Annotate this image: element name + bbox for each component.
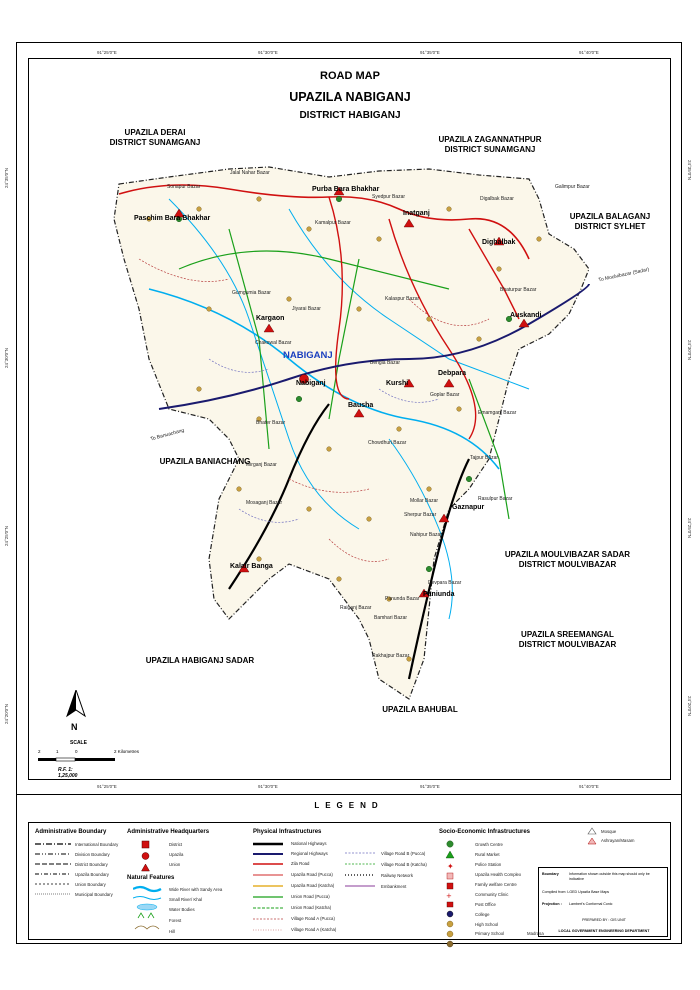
union-label: Purba Bara Bhakhar (312, 186, 380, 193)
legend-item: Union (169, 862, 181, 867)
coord-bottom-1: 91°25'0"E (97, 784, 117, 789)
legend-item: Primary School (475, 931, 505, 936)
scale-title: SCALE (70, 740, 87, 746)
coord-left-3: 24°25'0"N (4, 525, 9, 546)
union-label: Kargaon (256, 315, 285, 322)
bazar-label: Mirganj Bazar (246, 462, 277, 468)
legend-item: International Boundary (75, 842, 119, 847)
legend-admin-boundary-title: Administrative Boundary (35, 829, 107, 835)
legend-natural-title: Natural Features (127, 875, 175, 881)
info-boundary-text: Information shown outside this map should only be indicative (569, 872, 650, 881)
legend-item: Division Boundary (75, 852, 110, 857)
union-label: Paniunda (423, 591, 455, 598)
map-title: ROAD MAP (320, 70, 380, 82)
neighbor-bahubal: UPAZILA BAHUBAL (382, 705, 458, 714)
map-canvas (29, 59, 671, 780)
legend-item: Embankment (381, 884, 407, 889)
scale-graphic (38, 756, 118, 764)
info-projection-text: Lambert's Conformal Conic (569, 902, 613, 906)
info-projection-label: Projection : (542, 902, 562, 906)
legend-item: Regional Highways (291, 851, 328, 856)
coord-bottom-3: 91°35'0"E (420, 784, 440, 789)
neighbor-sreemangal: UPAZILA SREEMANGAL DISTRICT MOULVIBAZAR (518, 630, 617, 649)
coord-top-1: 91°25'0"E (97, 50, 117, 55)
representative-fraction: R.F. 1: 1,25,000 (58, 767, 78, 779)
info-compiled: Compiled from: LGED Upazila Base Maps (542, 890, 610, 894)
bazar-label: Raiganj Bazar (340, 605, 372, 611)
bazar-label: Bhater Bazar (256, 420, 286, 426)
coord-left-2: 24°30'0"N (4, 347, 9, 368)
legend-item: Union Boundary (75, 882, 106, 887)
info-box (538, 867, 668, 937)
bazar-label: Chakowal Bazar (255, 340, 292, 346)
bazar-label: Sonapur Bazar (167, 184, 201, 190)
union-label: Kalair Banga (230, 563, 273, 570)
legend-item: Upazila Road (Pucca) (291, 872, 333, 877)
union-label: Debpara (438, 370, 467, 377)
legend-item: District (169, 842, 183, 847)
union-label: Nabiganj (296, 380, 326, 387)
legend-item: District Boundary (75, 862, 108, 867)
coord-right-3: 24°25'0"N (687, 518, 692, 539)
north-label: N (71, 722, 78, 732)
bazar-label: Emamganj Bazar (478, 410, 517, 416)
bazar-label: Nahipur Bazar (410, 532, 442, 538)
legend-item: Water Bodies (169, 907, 195, 912)
bazar-label: Rasulpur Bazar (478, 496, 513, 502)
bazar-label: Digalbak Bazar (480, 196, 514, 202)
bazar-label: Rakhajpur Bazar (372, 653, 410, 659)
direction-label: To Banuachang (149, 427, 185, 443)
legend-item: Small River/ Khal (169, 897, 202, 902)
legend-item: Post Office (475, 902, 496, 907)
bazar-label: Goplar Bazar (430, 392, 460, 398)
coord-right-4: 24°20'0"N (687, 696, 692, 717)
bazar-label: Bhaturpur Bazar (500, 287, 537, 293)
bazar-label: Galimpur Bazar (555, 184, 590, 190)
legend-item: Family welfare Centre (475, 882, 517, 887)
bazar-label: Gumgumia Bazar (232, 290, 271, 296)
legend-item: Growth Centre (475, 842, 503, 847)
bazar-label: Sherpur Bazar (404, 512, 437, 518)
legend-item: Hill (169, 929, 175, 934)
bazar-label: Kalaspur Bazar (385, 296, 420, 302)
legend-item: National Highways (291, 841, 327, 846)
upazila-center-label: NABIGANJ (283, 350, 333, 361)
legend-item: Village Road A (Pucca) (291, 916, 335, 921)
bazar-label: Mosaganj Bazar (246, 500, 283, 506)
legend-item: Upazila Health Complex (475, 872, 522, 877)
neighbor-balaganj: UPAZILA BALAGANJ DISTRICT SYLHET (569, 212, 651, 231)
bazar-label: Jalal Nahar Bazar (230, 170, 270, 176)
legend-item: Upazila Road (Katcha) (291, 883, 335, 888)
legend-boundary-symbols (35, 841, 75, 911)
legend-religious-symbols (587, 827, 597, 847)
info-prepared-by: PREPARED BY : GIS UNIT (582, 918, 626, 922)
bazar-label: Tajpur Bazar (470, 455, 499, 461)
bazar-label: Jiyarai Bazar (292, 306, 321, 312)
legend-natural-symbols (133, 885, 163, 935)
legend-item: Upazila (169, 852, 184, 857)
coord-right-2: 24°30'0"N (687, 340, 692, 361)
legend-road-symbols (253, 839, 285, 939)
legend-item: Community Clinic (475, 892, 509, 897)
bazar-label: Syedpur Bazar (372, 194, 406, 200)
legend-item: Railway Network (381, 873, 413, 878)
coord-top-3: 91°35'0"E (420, 50, 440, 55)
legend-admin-hq-title: Administrative Headquarters (127, 829, 210, 835)
map-upazila: UPAZILA NABIGANJ (289, 90, 411, 104)
legend-item: Forest (169, 918, 182, 923)
legend-item: Police Station (475, 862, 502, 867)
bazar-label: Bamhari Bazar (374, 615, 408, 621)
neighbor-zagannathpur: UPAZILA ZAGANNATHPUR DISTRICT SUNAMGANJ (438, 135, 542, 154)
legend-item: Union Road (Katcha) (291, 905, 332, 910)
legend-hq-symbols (141, 840, 151, 880)
bazar-label: Bengla Bazar (370, 360, 401, 366)
north-arrow (63, 690, 89, 731)
union-label: Gaznapur (452, 504, 485, 511)
union-label: Auskandi (510, 312, 542, 319)
svg-text:+: + (446, 892, 452, 900)
bazar-label: Panunda Bazar (385, 596, 420, 602)
neighbor-baniachang: UPAZILA BANIACHANG (159, 457, 251, 466)
info-boundary-label: Boundary (542, 872, 559, 876)
bazar-label: Kamalpur Bazar (315, 220, 351, 226)
legend-item: Rural Market (475, 852, 500, 857)
legend-physical-title: Physical Infrastructures (253, 829, 322, 835)
coord-left-1: 24°35'0"N (4, 167, 9, 188)
direction-label: To Moulvibazar (Sadar) (597, 266, 650, 284)
legend-item: College (475, 912, 490, 917)
legend-item: Village Road A (Katcha) (291, 927, 337, 932)
legend-title-rule (16, 794, 682, 806)
legend-item: Madrasa (527, 931, 544, 936)
legend-socio-symbols (445, 840, 455, 950)
north-arrow-icon (63, 690, 89, 726)
legend-socio-title: Socio-Economic Infrastructures (439, 829, 531, 835)
svg-text:✦: ✦ (447, 862, 454, 871)
legend-item: Upazila Boundary (75, 872, 109, 877)
coord-top-4: 91°40'0"E (579, 50, 599, 55)
coord-bottom-2: 91°30'0"E (258, 784, 278, 789)
legend-item: Village Road B (Katcha) (381, 862, 427, 867)
legend-item: Wide River with Sandy Area (169, 887, 223, 892)
neighbor-moulvibazar: UPAZILA MOULVIBAZAR SADAR DISTRICT MOULVIBAZAR (504, 550, 631, 569)
coord-top-2: 91°30'0"E (258, 50, 278, 55)
map-district: DISTRICT HABIGANJ (299, 110, 401, 121)
legend-item: Village Road B (Pucca) (381, 851, 426, 856)
bazar-label: Chowdhuri Bazar (368, 440, 407, 446)
union-label: Dighalbak (482, 239, 516, 246)
neighbor-derai: UPAZILA DERAI DISTRICT SUNAMGANJ (109, 128, 201, 147)
bazar-label: Mollar Bazar (410, 498, 439, 504)
legend-road-symbols-2 (345, 849, 377, 893)
neighbor-habiganj-sadar: UPAZILA HABIGANJ SADAR (145, 656, 255, 665)
legend-title: LEGEND (314, 801, 384, 810)
bazar-label: Devpara Bazar (428, 580, 462, 586)
legend-item: Municipal Boundary (75, 892, 113, 897)
union-label: Inatganj (403, 210, 430, 217)
legend-item: High School (475, 922, 499, 927)
union-label: Paschim Bara Bhakhar (134, 215, 211, 222)
legend-item: Union Road (Pucca) (291, 894, 330, 899)
union-label: Bausha (348, 402, 374, 409)
coord-left-4: 24°20'0"N (4, 703, 9, 724)
union-label: Kurshi (386, 380, 409, 387)
legend-item: Zila Road (291, 861, 310, 866)
coord-bottom-4: 91°40'0"E (579, 784, 599, 789)
legend-item: Ashrayan/Masam (601, 838, 635, 843)
legend-item: Mosque (601, 829, 617, 834)
info-department: LOCAL GOVERNMENT ENGINEERING DEPARTMENT (558, 929, 650, 933)
coord-right-1: 24°35'0"N (687, 160, 692, 181)
map-area[interactable] (28, 58, 671, 780)
